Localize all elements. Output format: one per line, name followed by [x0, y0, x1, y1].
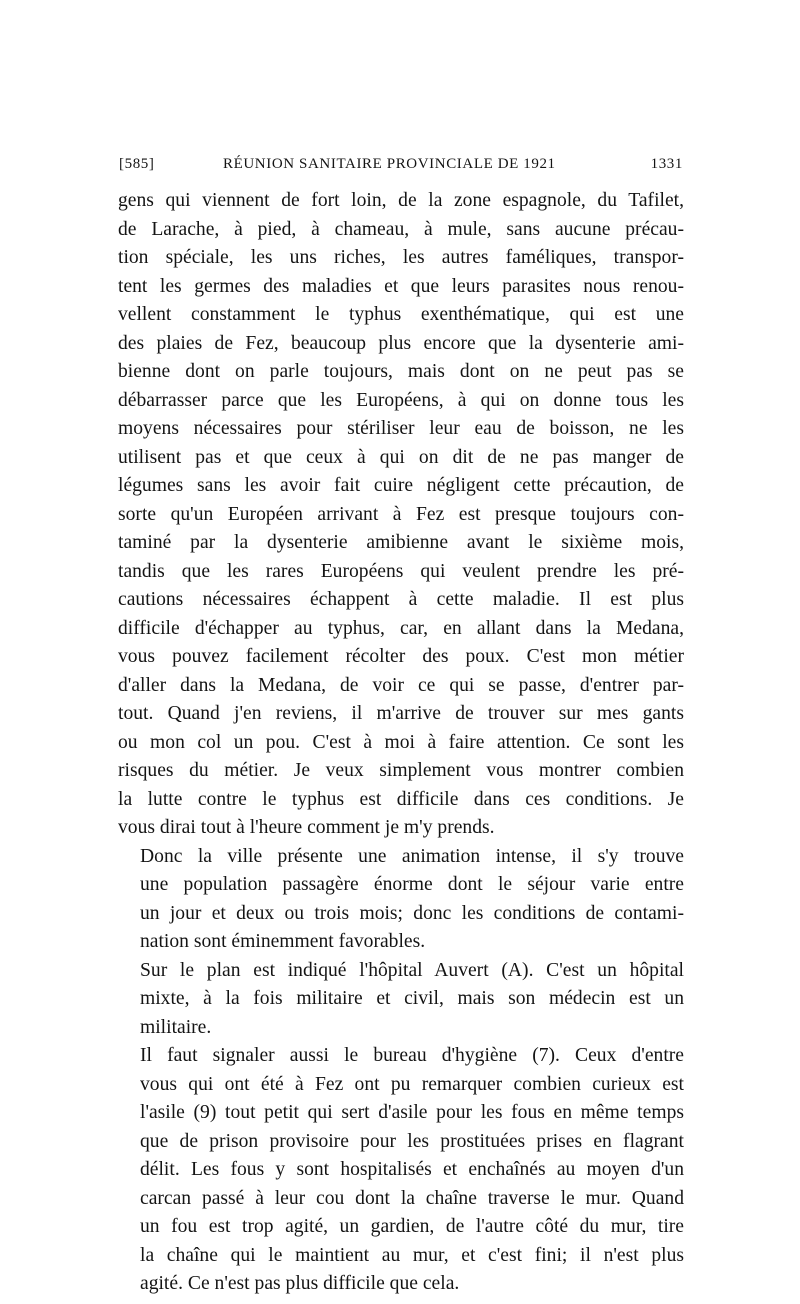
bracket-page-number: [585] [119, 156, 155, 172]
text-line: un fou est trop agité, un gardien, de l'autre côté du mur, tire [140, 1216, 684, 1237]
text-line: des plaies de Fez, beaucoup plus encore que la dysenterie ami- [118, 332, 684, 354]
running-title: RÉUNION SANITAIRE PROVINCIALE DE 1921 [223, 156, 556, 172]
text-line: un jour et deux ou trois mois; donc les conditions de contami- [140, 902, 684, 924]
text-line: la chaîne qui le maintient au mur, et c'est fini; il n'est plus [140, 1244, 684, 1266]
text-line: militaire. [140, 1016, 212, 1038]
text-line: délit. Les fous y sont hospitalisés et enchaînés au moyen d'un [140, 1159, 684, 1180]
text-line: Donc la ville présente une animation intense, il s'y trouve [140, 845, 684, 867]
text-line: vous pouvez facilement récolter des poux. C'est mon métier [118, 646, 684, 667]
text-line: risques du métier. Je veux simplement vous montrer combien [118, 760, 684, 781]
paragraph [118, 1042, 684, 1299]
text-line: l'asile (9) tout petit qui sert d'asile pour les fous en même temps [140, 1102, 684, 1123]
text-line: gens qui viennent de fort loin, de la zone espagnole, du Tafilet, [118, 190, 684, 211]
text-line: une population passagère énorme dont le séjour varie entre [140, 874, 684, 895]
text-line: Il faut signaler aussi le bureau d'hygiène (7). Ceux d'entre [140, 1045, 684, 1066]
text-line: vous qui ont été à Fez ont pu remarquer combien curieux est [140, 1073, 684, 1095]
text-line: difficile d'échapper au typhus, car, en allant dans la Medana, [118, 617, 684, 639]
text-line: que de prison provisoire pour les prostituées prises en flagrant [140, 1130, 684, 1152]
text-line: vellent constamment le typhus exenthématique, qui est une [118, 304, 684, 325]
text-line: sorte qu'un Européen arrivant à Fez est presque toujours con- [118, 503, 684, 525]
text-line: nation sont éminemment favorables. [140, 931, 426, 952]
text-line: Sur le plan est indiqué l'hôpital Auvert (A). C'est un hôpital [140, 959, 684, 981]
paragraph [118, 843, 684, 957]
body-text [118, 187, 684, 1299]
text-line: débarrasser parce que les Européens, à qui on donne tous les [118, 389, 684, 411]
text-line: cautions nécessaires échappent à cette maladie. Il est plus [118, 589, 684, 610]
text-line: tandis que les rares Européens qui veulent prendre les pré- [118, 560, 684, 582]
text-line: bienne dont on parle toujours, mais dont on ne peut pas se [118, 361, 684, 382]
text-line: tion spéciale, les uns riches, les autres faméliques, transpor- [118, 247, 684, 268]
paragraph [118, 187, 684, 843]
text-line: utilisent pas et que ceux à qui on dit de ne pas manger de [118, 446, 684, 468]
text-line: tent les germes des maladies et que leurs parasites nous renou- [118, 275, 684, 297]
text-line: tout. Quand j'en reviens, il m'arrive de trouver sur mes gants [118, 703, 684, 724]
text-line: carcan passé à leur cou dont la chaîne traverse le mur. Quand [140, 1187, 684, 1209]
page-number: 1331 [650, 156, 683, 172]
text-line: vous dirai tout à l'heure comment je m'y prends. [118, 817, 495, 838]
text-line: taminé par la dysenterie amibienne avant le sixième mois, [118, 532, 684, 553]
text-line: moyens nécessaires pour stériliser leur eau de boisson, ne les [118, 418, 684, 439]
text-line: légumes sans les avoir fait cuire négligent cette précaution, de [118, 475, 684, 496]
text-line: la lutte contre le typhus est difficile dans ces conditions. Je [118, 788, 684, 810]
text-line: d'aller dans la Medana, de voir ce qui se passe, d'entrer par- [118, 674, 684, 696]
text-line: de Larache, à pied, à chameau, à mule, sans aucune précau- [118, 218, 684, 240]
running-header [119, 156, 683, 180]
text-line: agité. Ce n'est pas plus difficile que cela. [140, 1273, 460, 1294]
text-line: ou mon col un pou. C'est à moi à faire attention. Ce sont les [118, 731, 684, 753]
paragraph [118, 957, 684, 1043]
text-line: mixte, à la fois militaire et civil, mais son médecin est un [140, 988, 684, 1009]
